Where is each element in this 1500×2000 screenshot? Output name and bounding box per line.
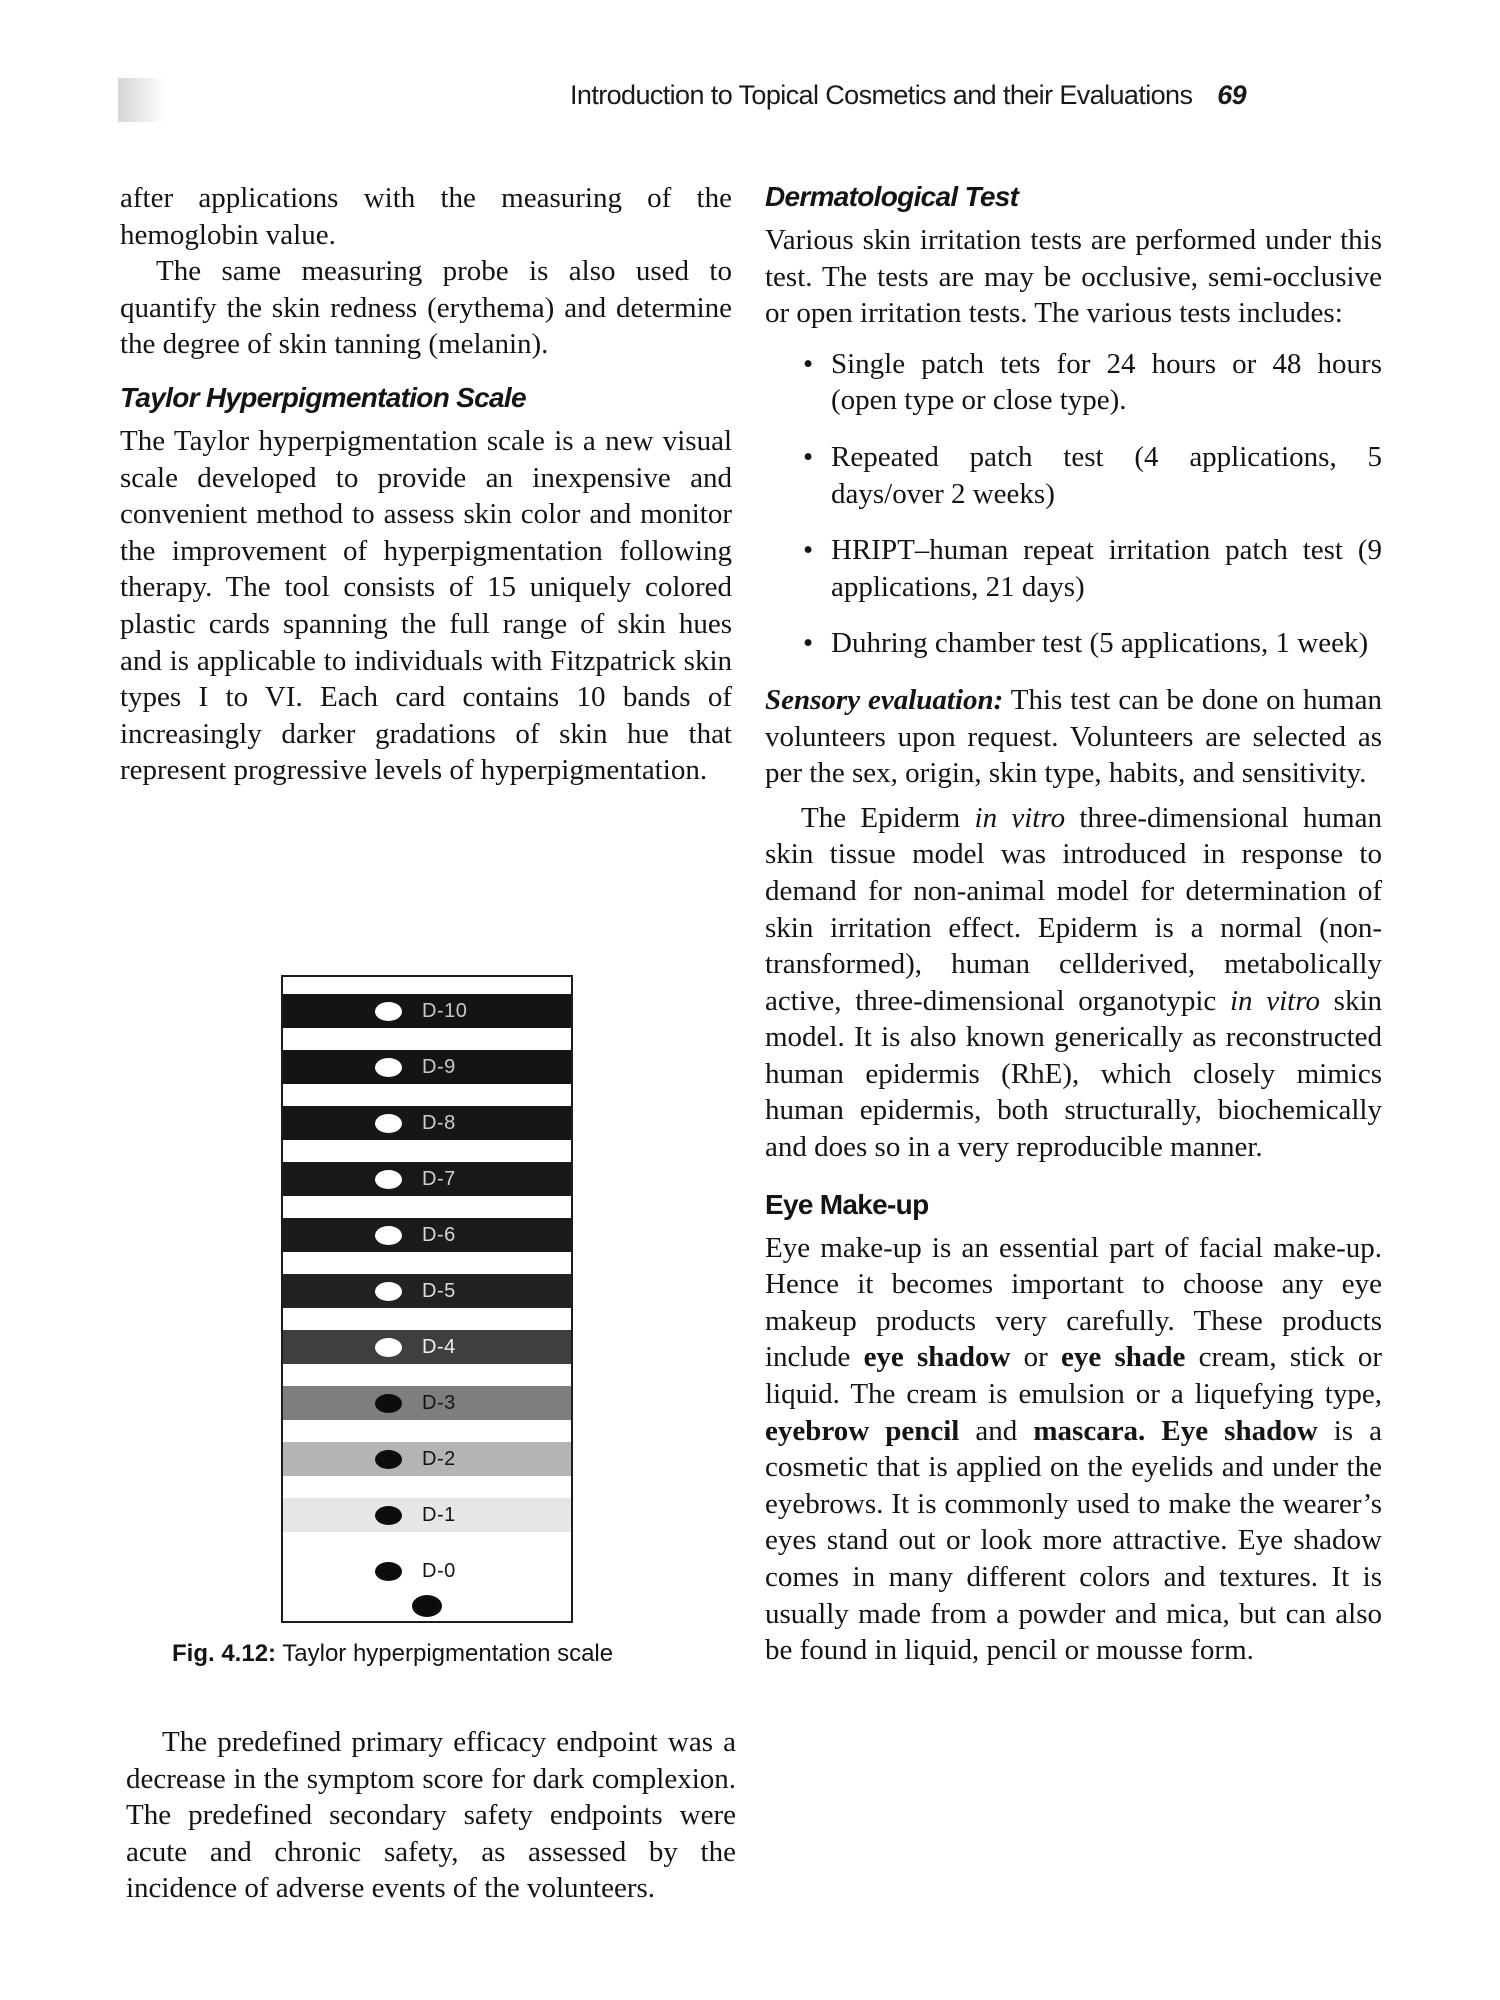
list-item <box>803 625 1382 662</box>
scale-band-d-3 <box>283 1386 571 1420</box>
paragraph-epiderm <box>765 800 1382 1166</box>
scale-dot-icon <box>375 1394 402 1413</box>
epiderm-text-2: three-dimensional human skin tissue model was introduced in response to demand for non-animal model for determination of skin irritation effect. Epiderm is a normal (non-transformed), human cellderived, metabolically active, three-dimensional organotypic <box>765 801 1382 1017</box>
scale-dot-icon <box>375 1002 402 1021</box>
page-number: 69 <box>1217 80 1247 110</box>
heading-eye-makeup: Eye Make-up <box>765 1188 929 1220</box>
running-header <box>570 80 1370 111</box>
eye-text-2: or <box>1010 1341 1062 1374</box>
scale-band-d-8 <box>283 1106 571 1140</box>
bullet-icon: • <box>803 627 814 660</box>
heading-dermatological-test: Dermatological Test <box>765 181 1019 212</box>
sensory-evaluation-text: This test can be done on human volunteers upon request. Volunteers are selected as per the sex, origin, skin type, habits, and sensitivity. <box>765 683 1382 790</box>
scale-dot-icon <box>375 1338 402 1357</box>
paragraph-efficacy-endpoint: The predefined primary efficacy endpoint was a decrease in the symptom score for dark complexion. The predefined secondary safety endpoints were acute and chronic safety, as assessed by the incidence of adverse events of the volunteers. <box>126 1726 736 1905</box>
scale-band-d-0 <box>283 1554 571 1588</box>
scale-dot-icon <box>375 1058 402 1077</box>
eye-bold-2: eye shade <box>1061 1341 1186 1374</box>
scale-band-d-1 <box>283 1498 571 1532</box>
list-item-text: Duhring chamber test (5 applications, 1 week) <box>831 627 1369 660</box>
eye-text-4: and <box>959 1414 1034 1447</box>
bullet-icon: • <box>803 534 814 567</box>
scale-band-label: D-0 <box>422 1559 456 1582</box>
scale-dot-icon <box>375 1450 402 1469</box>
eye-text-6: is a cosmetic that is applied on the eyelids and under the eyebrows. It is commonly used to make the wearer’s eyes stand out or look more attractive. Eye shadow comes in many different colors and textures. It is usually made from a powder and mica, but can also be found in liquid, pencil or mousse form. <box>765 1414 1383 1667</box>
right-column <box>765 180 1382 1669</box>
running-title: Introduction to Topical Cosmetics and their Evaluations <box>570 80 1193 110</box>
epiderm-text-3: skin model. It is also known generically as reconstructed human epidermis (RhE), which closely mimics human epidermis, both structurally, biochemically and does so in a very reproducible manner. <box>765 984 1383 1164</box>
scale-band-d-2 <box>283 1442 571 1476</box>
scale-band-d-7 <box>283 1162 571 1196</box>
scale-band-label: D-9 <box>422 1055 456 1078</box>
eye-text-5 <box>1145 1415 1161 1447</box>
scale-dot-icon <box>375 1506 402 1525</box>
scale-band-d-10 <box>283 994 571 1028</box>
epiderm-text-1: The Epiderm <box>801 801 975 834</box>
scale-dot-icon <box>375 1282 402 1301</box>
scale-band-label: D-6 <box>422 1223 456 1246</box>
list-item-text: Single patch tets for 24 hours or 48 hours (open type or close type). <box>831 347 1382 417</box>
eye-bold-5: Eye shadow <box>1161 1414 1318 1447</box>
eye-bold-4: mascara. <box>1033 1414 1146 1447</box>
paragraph-sensory-evaluation <box>765 682 1382 792</box>
eye-bold-3: eyebrow pencil <box>765 1414 960 1447</box>
eye-text-3: cream, stick or liquid. The cream is emulsion or a liquefying type, <box>765 1341 1382 1411</box>
scale-band-label: D-5 <box>422 1279 456 1302</box>
scale-band-d-4 <box>283 1330 571 1364</box>
left-column <box>120 180 732 789</box>
paragraph-eye-makeup <box>765 1230 1382 1669</box>
bullet-icon: • <box>803 440 814 473</box>
eye-bold-1: eye shadow <box>863 1341 1011 1374</box>
list-item <box>803 439 1382 512</box>
sensory-evaluation-label: Sensory evaluation: <box>765 683 1004 716</box>
taylor-scale-figure <box>281 975 573 1623</box>
scale-end-dot-icon <box>412 1595 442 1617</box>
list-item <box>803 532 1382 605</box>
paragraph-dermatological-test: Various skin irritation tests are performed under this test. The tests are may be occlusive, semi-occlusive or open irritation tests. The various tests includes: <box>765 224 1382 330</box>
list-item-text: Repeated patch test (4 applications, 5 days/over 2 weeks) <box>831 440 1382 510</box>
scale-band-d-9 <box>283 1050 571 1084</box>
scale-band-label: D-7 <box>422 1167 456 1190</box>
scale-band-label: D-1 <box>422 1503 456 1526</box>
paragraph-taylor-scale: The Taylor hyperpigmentation scale is a new visual scale developed to provide an inexpensive and convenient method to assess skin color and monitor the improvement of hyperpigmentation following therapy. The tool consists of 15 uniquely colored plastic cards spanning the full range of skin hues and is applicable to individuals with Fitzpatrick skin types I to VI. Each card contains 10 bands of increasingly darker gradations of skin hue that represent progressive levels of hyperpigmentation. <box>120 424 732 787</box>
scale-dot-icon <box>375 1226 402 1245</box>
scale-dot-icon <box>375 1562 402 1581</box>
list-item <box>803 346 1382 419</box>
scale-band-d-6 <box>283 1218 571 1252</box>
figure-caption <box>172 1640 732 1668</box>
figure-caption-text: Taylor hyperpigmentation scale <box>282 1640 614 1667</box>
figure-caption-label: Fig. 4.12: <box>172 1640 277 1667</box>
scale-dot-icon <box>375 1170 402 1189</box>
bullet-icon: • <box>803 347 814 380</box>
epiderm-italic-1: in vitro <box>974 801 1066 834</box>
epiderm-italic-2: in vitro <box>1229 984 1320 1017</box>
scale-dot-icon <box>375 1114 402 1133</box>
scale-band-label: D-4 <box>422 1335 456 1358</box>
paragraph-probe: The same measuring probe is also used to quantify the skin redness (erythema) and determine the degree of skin tanning (melanin). <box>120 255 732 361</box>
test-list <box>765 346 1382 662</box>
scale-band-label: D-3 <box>422 1391 456 1414</box>
scale-band-label: D-8 <box>422 1111 456 1134</box>
scale-band-label: D-2 <box>422 1447 456 1470</box>
paragraph-hemoglobin: after applications with the measuring of the hemoglobin value. <box>120 182 732 251</box>
scale-band-d-5 <box>283 1274 571 1308</box>
scale-band-label: D-10 <box>422 999 468 1022</box>
heading-taylor-scale: Taylor Hyperpigmentation Scale <box>120 381 526 413</box>
eye-text-1: Eye make-up is an essential part of facial make-up. Hence it becomes important to choose any eye makeup products very carefully. These products include <box>765 1231 1382 1374</box>
page-edge-tab <box>118 78 164 122</box>
list-item-text: HRIPT–human repeat irritation patch test (9 applications, 21 days) <box>831 534 1382 603</box>
